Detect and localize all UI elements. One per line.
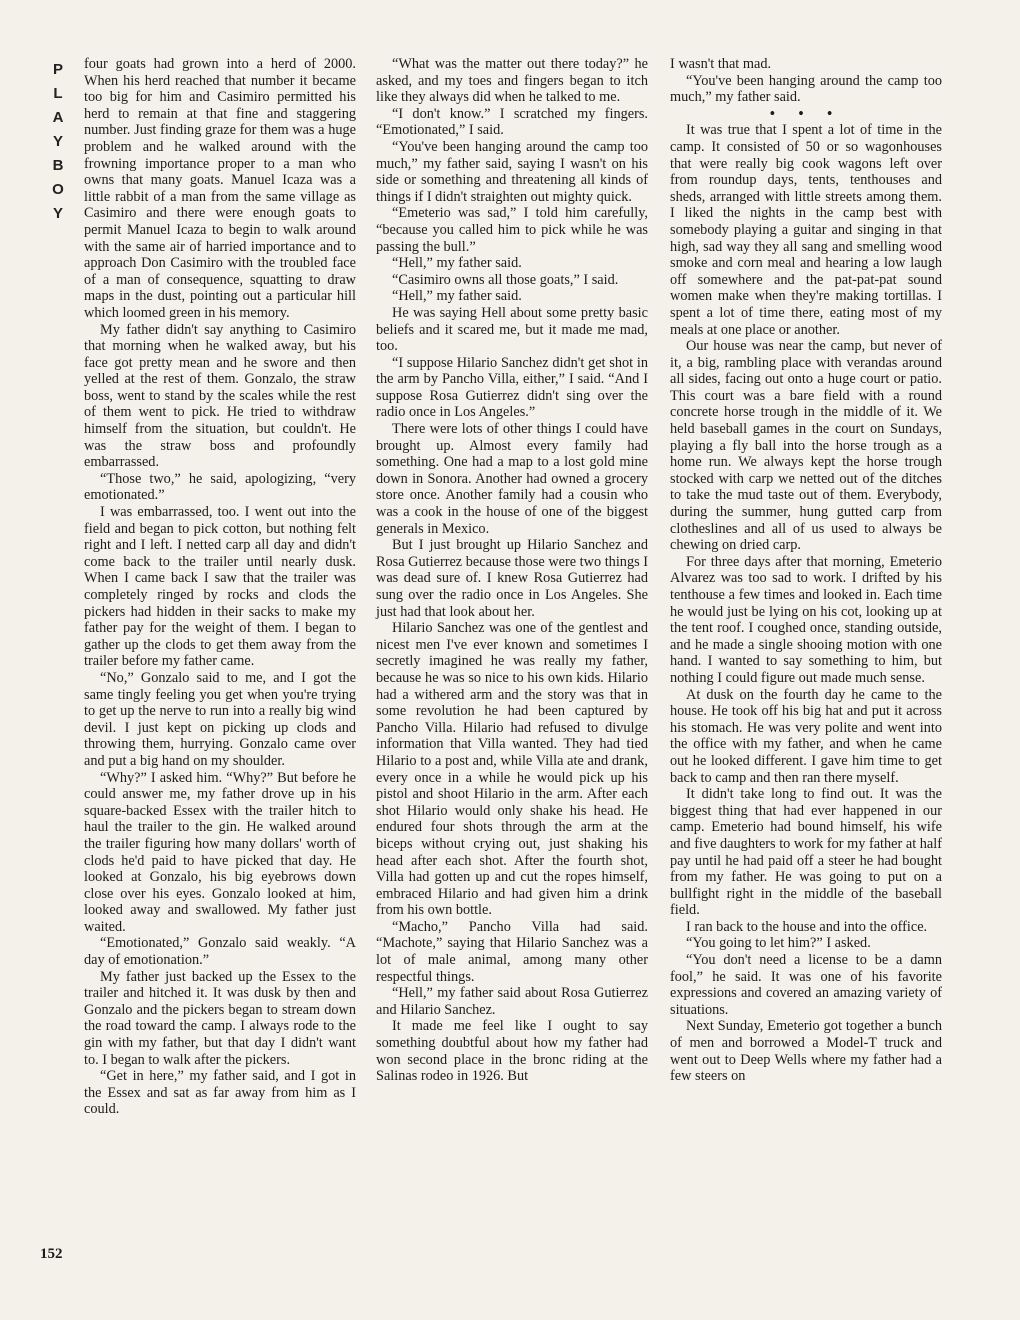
paragraph: At dusk on the fourth day he came to the house. He took off his big hat and put it across his stomach. He was very polite and went into the office with my father, and when he came out he looked different. I gave him time to get back to camp and then ran there myself.: [670, 686, 942, 786]
paragraph: “No,” Gonzalo said to me, and I got the same tingly feeling you get when you're trying to get up the nerve to run into a really big wind devil. I just kept on picking up clods and throwing them, hurrying. Gonzalo came over and put a big hand on my shoulder.: [84, 669, 356, 769]
paragraph: I was embarrassed, too. I went out into the field and began to pick cotton, but nothing felt right and I left. I netted carp all day and didn't come back to the trailer until nearly dusk. When I came back I saw that the trailer was completely ringed by rocks and clods the pickers had hidden in their sacks to make my father pay for the weight of them. I began to gather up the clods to get them away from the trailer before my father came.: [84, 504, 356, 670]
paragraph: “Hell,” my father said.: [392, 288, 522, 305]
paragraph: “Emeterio was sad,” I told him carefully, “because you called him to pick while he was passing the bull.”: [376, 205, 648, 255]
paragraph: “Casimiro owns all those goats,” I said.: [392, 271, 619, 288]
page-number: 152: [40, 1246, 63, 1262]
paragraph: “Hell,” my father said.: [392, 255, 522, 272]
paragraph: He was saying Hell about some pretty basic beliefs and it scared me, but it made me mad, too.: [376, 304, 648, 355]
paragraph: Our house was near the camp, but never of it, a big, rambling place with verandas around all sides, facing out onto a huge court or patio. This court was a bare field with a round concrete horse trough in the middle of it. We held baseball games in the court on Sundays, playing a fly ball into the horse trough as a home run. We always kept the horse trough stocked with carp we netted out of the ditches to take the mud taste out of them. Everybody, during the summer, hung gutted carp from clotheslines and all of us used to always be chewing on dried carp.: [670, 338, 942, 554]
paragraph: “Why?” I asked him. “Why?” But before he could answer me, my father drove up in his square-backed Essex with the trailer hitch to haul the trailer to the gin. He walked around the trailer figuring how many dollars' worth of clods he'd paid to have picked that day. He looked at Gonzalo, his big eyebrows down close over his eyes. Gonzalo looked at him, looked away and swallowed. My father just waited.: [84, 769, 356, 935]
paragraph: It made me feel like I ought to say something doubtful about how my father had won second place in the bronc riding at the Salinas rodeo in 1926. But: [376, 1018, 648, 1085]
paragraph: There were lots of other things I could have brought up. Almost every family had something. One had a map to a lost gold mine down in Sonora. Another had owned a grocery store once. Another family had a cousin who was a cook in the house of one of the biggest generals in Mexico.: [376, 421, 648, 537]
paragraph: Hilario Sanchez was one of the gentlest and nicest men I've ever known and sometimes I secretly imagined he was really my father, because he was so nice to his own kids. Hilario had a withered arm and the story was that in some revolution he had been captured by Pancho Villa. Hilario had refused to divulge information that Villa wanted. They had tied Hilario to a post and, while Villa ate and drank, every once in a while he would pick up his pistol and shoot Hilario in the arm. After each shot Hilario would only shake his head. He endured four shots through the arm at the biceps without crying out, just shaking his head after each shot. After the fourth shot, Villa had gotten up and cut the ropes himself, embraced Hilario and had given him a drink from his own bottle.: [376, 620, 648, 919]
text-column-1: [84, 56, 356, 1118]
paragraph: four goats had grown into a herd of 2000. When his herd reached that number it became too big for him and Casimiro permitted his herd to remain at that fine and staggering number. Just finding graze for them was a huge problem and he walked around with the frowning importance proper to a man who owns that many goats. Manuel Icaza was a little rabbit of a man from the same village as Casimiro and there were enough goats to permit Manuel Icaza to begin to walk around with the same air of harried importance and to approach Don Casimiro with the troubled face of a man of consequence, squatting to draw maps in the dust, pointing out a particular hill which loomed green in his memory.: [84, 56, 356, 321]
paragraph: It didn't take long to find out. It was the biggest thing that had ever happened in our camp. Emeterio had bound himself, his wife and five daughters to work for my father at half pay until he had paid off a steer he had bought from my father. He was going to put on a bullfight right in the middle of the baseball field.: [670, 786, 942, 919]
paragraph: “Get in here,” my father said, and I got in the Essex and sat as far away from him as I could.: [84, 1068, 356, 1118]
magazine-name: PLAYBOY: [52, 61, 68, 222]
paragraph: “Hell,” my father said about Rosa Gutierrez and Hilario Sanchez.: [376, 985, 648, 1018]
paragraph: For three days after that morning, Emeterio Alvarez was too sad to work. I drifted by his tenthouse a few times and looked in. Each time he would just be lying on his cot, looking up at the tent roof. I coughed once, standing outside, and he made a single shooing motion with one hand. I wanted to say something to him, but nothing I could figure out made much sense.: [670, 553, 942, 686]
section-break: • • •: [769, 105, 843, 122]
paragraph: “Macho,” Pancho Villa had said. “Machote,” saying that Hilario Sanchez was a lot of male animal, among many other respectful things.: [376, 918, 648, 985]
paragraph: “You've been hanging around the camp too much,” my father said, saying I wasn't on his side or something and threatening all kinds of things if I didn't straighten out mighty quick.: [376, 138, 648, 205]
paragraph: “You don't need a license to be a damn fool,” he said. It was one of his favorite expressions and covered an amazing variety of situations.: [670, 952, 942, 1018]
paragraph: My father didn't say anything to Casimiro that morning when he walked away, but his face got pretty mean and he swore and then yelled at the rest of them. Gonzalo, the straw boss, went to stand by the scales while the rest of them went to pick. He tried to withdraw himself from the situation, but couldn't. He was the straw boss and profoundly embarrassed.: [84, 321, 356, 471]
paragraph: My father just backed up the Essex to the trailer and hitched it. It was dusk by then and Gonzalo and the pickers began to stream down the road toward the camp. I always rode to the gin with my father, but that day I didn't want to. I began to walk after the pickers.: [84, 968, 356, 1068]
paragraph: I wasn't that mad.: [670, 56, 772, 72]
paragraph: “Emotionated,” Gonzalo said weakly. “A day of emotionation.”: [84, 935, 356, 969]
paragraph: It was true that I spent a lot of time in the camp. It consisted of 50 or so wagonhouses that were really big cook wagons left over from roundup days, tents, tenthouses and sheds, arranged with little streets among them. I liked the nights in the camp best with somebody playing a guitar and singing in that high, sad way they all sang and smelling wood smoke and corn meal and hearing a low laugh off somewhere and the pat-pat-pat sound women make when they're making tortillas. I spent a lot of time there, eating most of my meals at one place or another.: [670, 122, 942, 338]
text-column-2: [376, 56, 648, 1085]
paragraph: But I just brought up Hilario Sanchez and Rosa Gutierrez because those were two things I was dead sure of. I knew Rosa Gutierrez had sung over the radio once in Los Angeles. She just had that look about her.: [376, 537, 648, 620]
paragraph: “Those two,” he said, apologizing, “very emotionated.”: [84, 470, 356, 504]
paragraph: I ran back to the house and into the office.: [686, 918, 928, 935]
paragraph: “I don't know.” I scratched my fingers. “Emotionated,” I said.: [376, 105, 648, 139]
paragraph: “What was the matter out there today?” he asked, and my toes and fingers began to itch like they always did when he talked to me.: [376, 56, 648, 106]
paragraph: Next Sunday, Emeterio got together a bunch of men and borrowed a Model-T truck and went out to Deep Wells where my father had a few steers on: [670, 1018, 942, 1085]
paragraph: “You going to let him?” I asked.: [686, 935, 871, 952]
paragraph: “I suppose Hilario Sanchez didn't get shot in the arm by Pancho Villa, either,” I said. “And I suppose Rosa Gutierrez didn't sing over the radio once in Los Angeles.”: [376, 354, 648, 421]
text-column-3: [670, 56, 942, 1085]
paragraph: “You've been hanging around the camp too much,” my father said.: [670, 72, 942, 106]
